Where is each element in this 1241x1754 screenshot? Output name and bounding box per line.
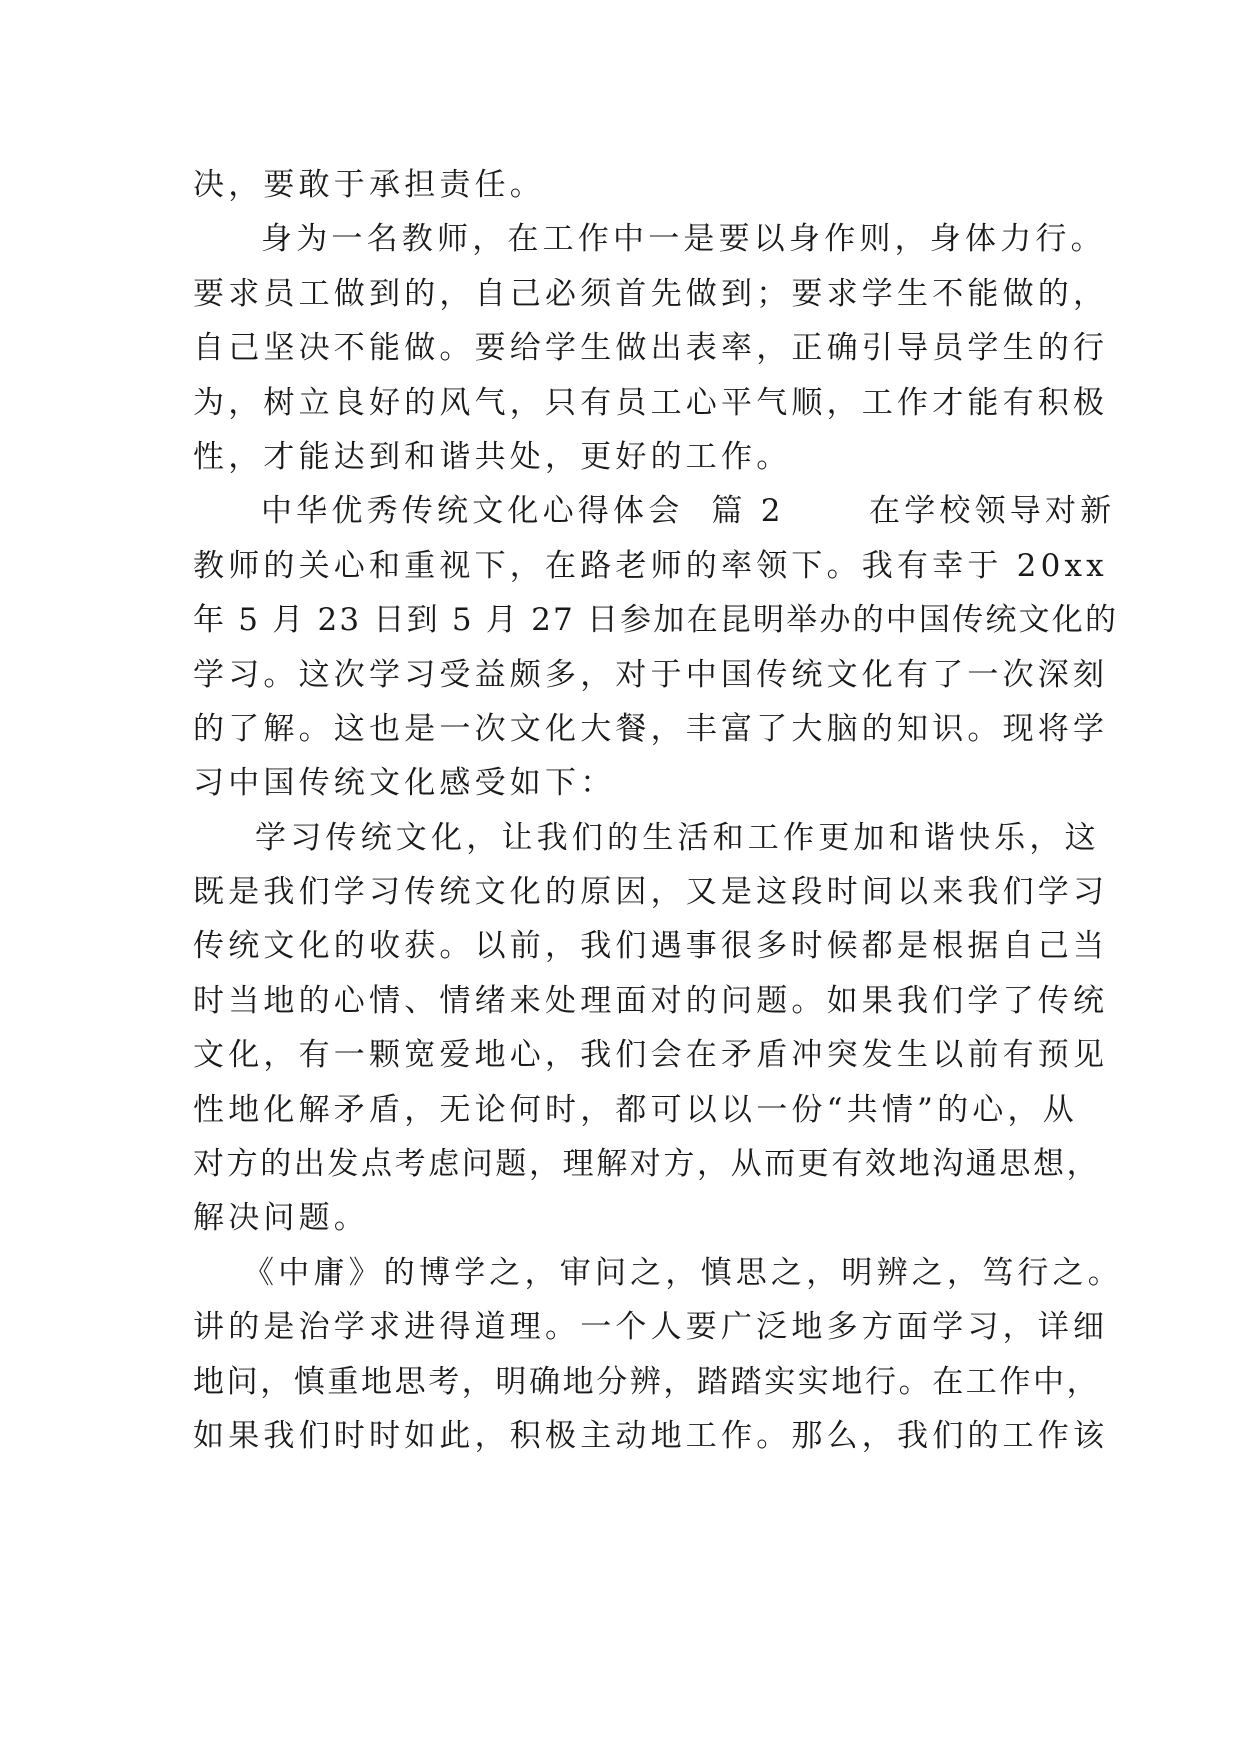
text-line: 年 5 月 23 日到 5 月 27 日参加在昆明举办的中国传统文化的: [193, 602, 1119, 639]
text-line: 习中国传统文化感受如下：: [193, 765, 616, 802]
text-line: 身为一名教师，在工作中一是要以身作则，身体力行。: [261, 221, 1106, 258]
text-line: 学习传统文化，让我们的生活和工作更加和谐快乐，这: [255, 819, 1100, 856]
text-line: 要求员工做到的，自己必须首先做到；要求学生不能做的，: [193, 275, 1109, 312]
text-line: 传统文化的收获。以前，我们遇事很多时候都是根据自己当: [193, 928, 1109, 965]
text-line: 文化，有一颗宽爱地心，我们会在矛盾冲突发生以前有预见: [193, 1037, 1109, 1074]
text-line: 讲的是治学求进得道理。一个人要广泛地多方面学习，详细: [193, 1309, 1109, 1346]
text-line: 对方的出发点考虑问题，理解对方，从而更有效地沟通思想，: [193, 1146, 1101, 1183]
text-line: 既是我们学习传统文化的原因，又是这段时间以来我们学习: [193, 874, 1109, 911]
text-line: 性地化解矛盾，无论何时，都可以以一份“共情”的心，从: [193, 1091, 1078, 1128]
text-line: 为，树立良好的风气，只有员工心平气顺，工作才能有积极: [193, 384, 1109, 421]
text-line: 性，才能达到和谐共处，更好的工作。: [193, 438, 792, 475]
text-line: 的了解。这也是一次文化大餐，丰富了大脑的知识。现将学: [193, 710, 1109, 747]
section-heading-line: 中华优秀传统文化心得体会 篇 2 在学校领导对新: [261, 493, 1116, 530]
text-line: 决，要敢于承担责任。: [193, 167, 545, 203]
text-line: 教师的关心和重视下，在路老师的率领下。我有幸于 20xx: [193, 547, 1108, 584]
text-line: 时当地的心情、情绪来处理面对的问题。如果我们学了传统: [193, 982, 1109, 1019]
document-body: [193, 158, 1123, 1463]
text-line: 解决问题。: [193, 1200, 369, 1237]
text-line: 学习。这次学习受益颇多，对于中国传统文化有了一次深刻: [193, 656, 1109, 693]
text-line: 如果我们时时如此，积极主动地工作。那么，我们的工作该: [193, 1417, 1109, 1454]
text-line: 《中庸》的博学之，审问之，慎思之，明辨之，笃行之。: [243, 1254, 1123, 1291]
text-line: 地问，慎重地思考，明确地分辨，踏踏实实地行。在工作中，: [193, 1363, 1101, 1400]
text-line: 自己坚决不能做。要给学生做出表率，正确引导员学生的行: [193, 330, 1109, 367]
